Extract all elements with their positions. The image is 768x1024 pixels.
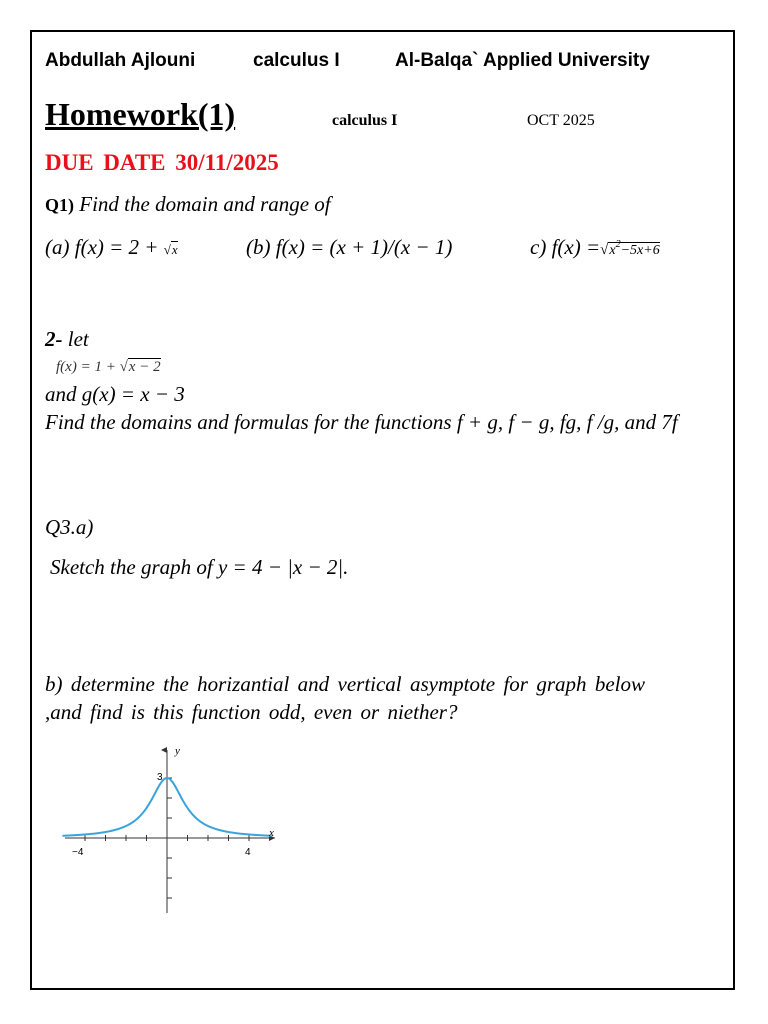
- q1-part-a-root: x: [171, 242, 178, 257]
- q2-f-definition: [56, 359, 161, 376]
- homework-date: OCT 2025: [527, 112, 595, 129]
- sqrt-sign: √: [600, 242, 609, 258]
- q2-label: 2-: [45, 327, 63, 351]
- q2-instruction: Find the domains and formulas for the functions f + g, f − g, fg, f /g, and 7f: [45, 410, 678, 434]
- q1-label: Q1): [45, 195, 74, 215]
- q3-sketch: Sketch the graph of y = 4 − |x − 2|.: [50, 555, 349, 579]
- q1-prompt: [45, 192, 331, 217]
- q1-part-a: [45, 235, 178, 260]
- q1-part-c: [530, 235, 660, 260]
- course-name: calculus I: [253, 50, 340, 71]
- y-tick-label-3: 3: [157, 772, 163, 783]
- homework-title: Homework(1): [45, 96, 236, 132]
- q1-text: Find the domain and range of: [79, 192, 331, 216]
- due-date: DUE DATE 30/11/2025: [45, 150, 279, 175]
- root-term-x: x: [609, 243, 616, 258]
- y-axis-label: y: [175, 745, 180, 757]
- q3-part-b: b) determine the horizantial and vertical asymptote for graph below ,and find is this function odd, even or niether?: [45, 672, 645, 724]
- q1-part-c-root: [608, 239, 660, 258]
- q1-part-a-text: (a) f(x) = 2 +: [45, 235, 164, 259]
- x-tick-label-4: 4: [245, 847, 251, 858]
- q2-heading: [45, 327, 89, 352]
- root-exponent: 2: [615, 239, 621, 250]
- sqrt-sign: √: [119, 359, 128, 375]
- x-tick-label-neg4: −4: [72, 847, 84, 858]
- homework-subtitle: calculus I: [332, 112, 398, 129]
- q2-f-text: f(x) = 1 +: [56, 359, 120, 375]
- root-term-rest: −5x+6: [620, 243, 660, 258]
- q3-label: Q3.a): [45, 515, 94, 539]
- q2-g-definition: and g(x) = x − 3: [45, 382, 185, 406]
- q2-let: let: [67, 327, 89, 351]
- q1-part-c-text: c) f(x) =: [530, 235, 601, 259]
- q1-part-b: (b) f(x) = (x + 1)/(x − 1): [246, 235, 453, 259]
- author-name: Abdullah Ajlouni: [45, 50, 196, 71]
- x-axis-label: x: [269, 827, 274, 839]
- sqrt-sign: √: [163, 242, 171, 257]
- university-name: Al-Balqa` Applied University: [395, 50, 650, 71]
- q2-f-root: x − 2: [128, 359, 161, 375]
- asymptote-graph: [60, 745, 285, 915]
